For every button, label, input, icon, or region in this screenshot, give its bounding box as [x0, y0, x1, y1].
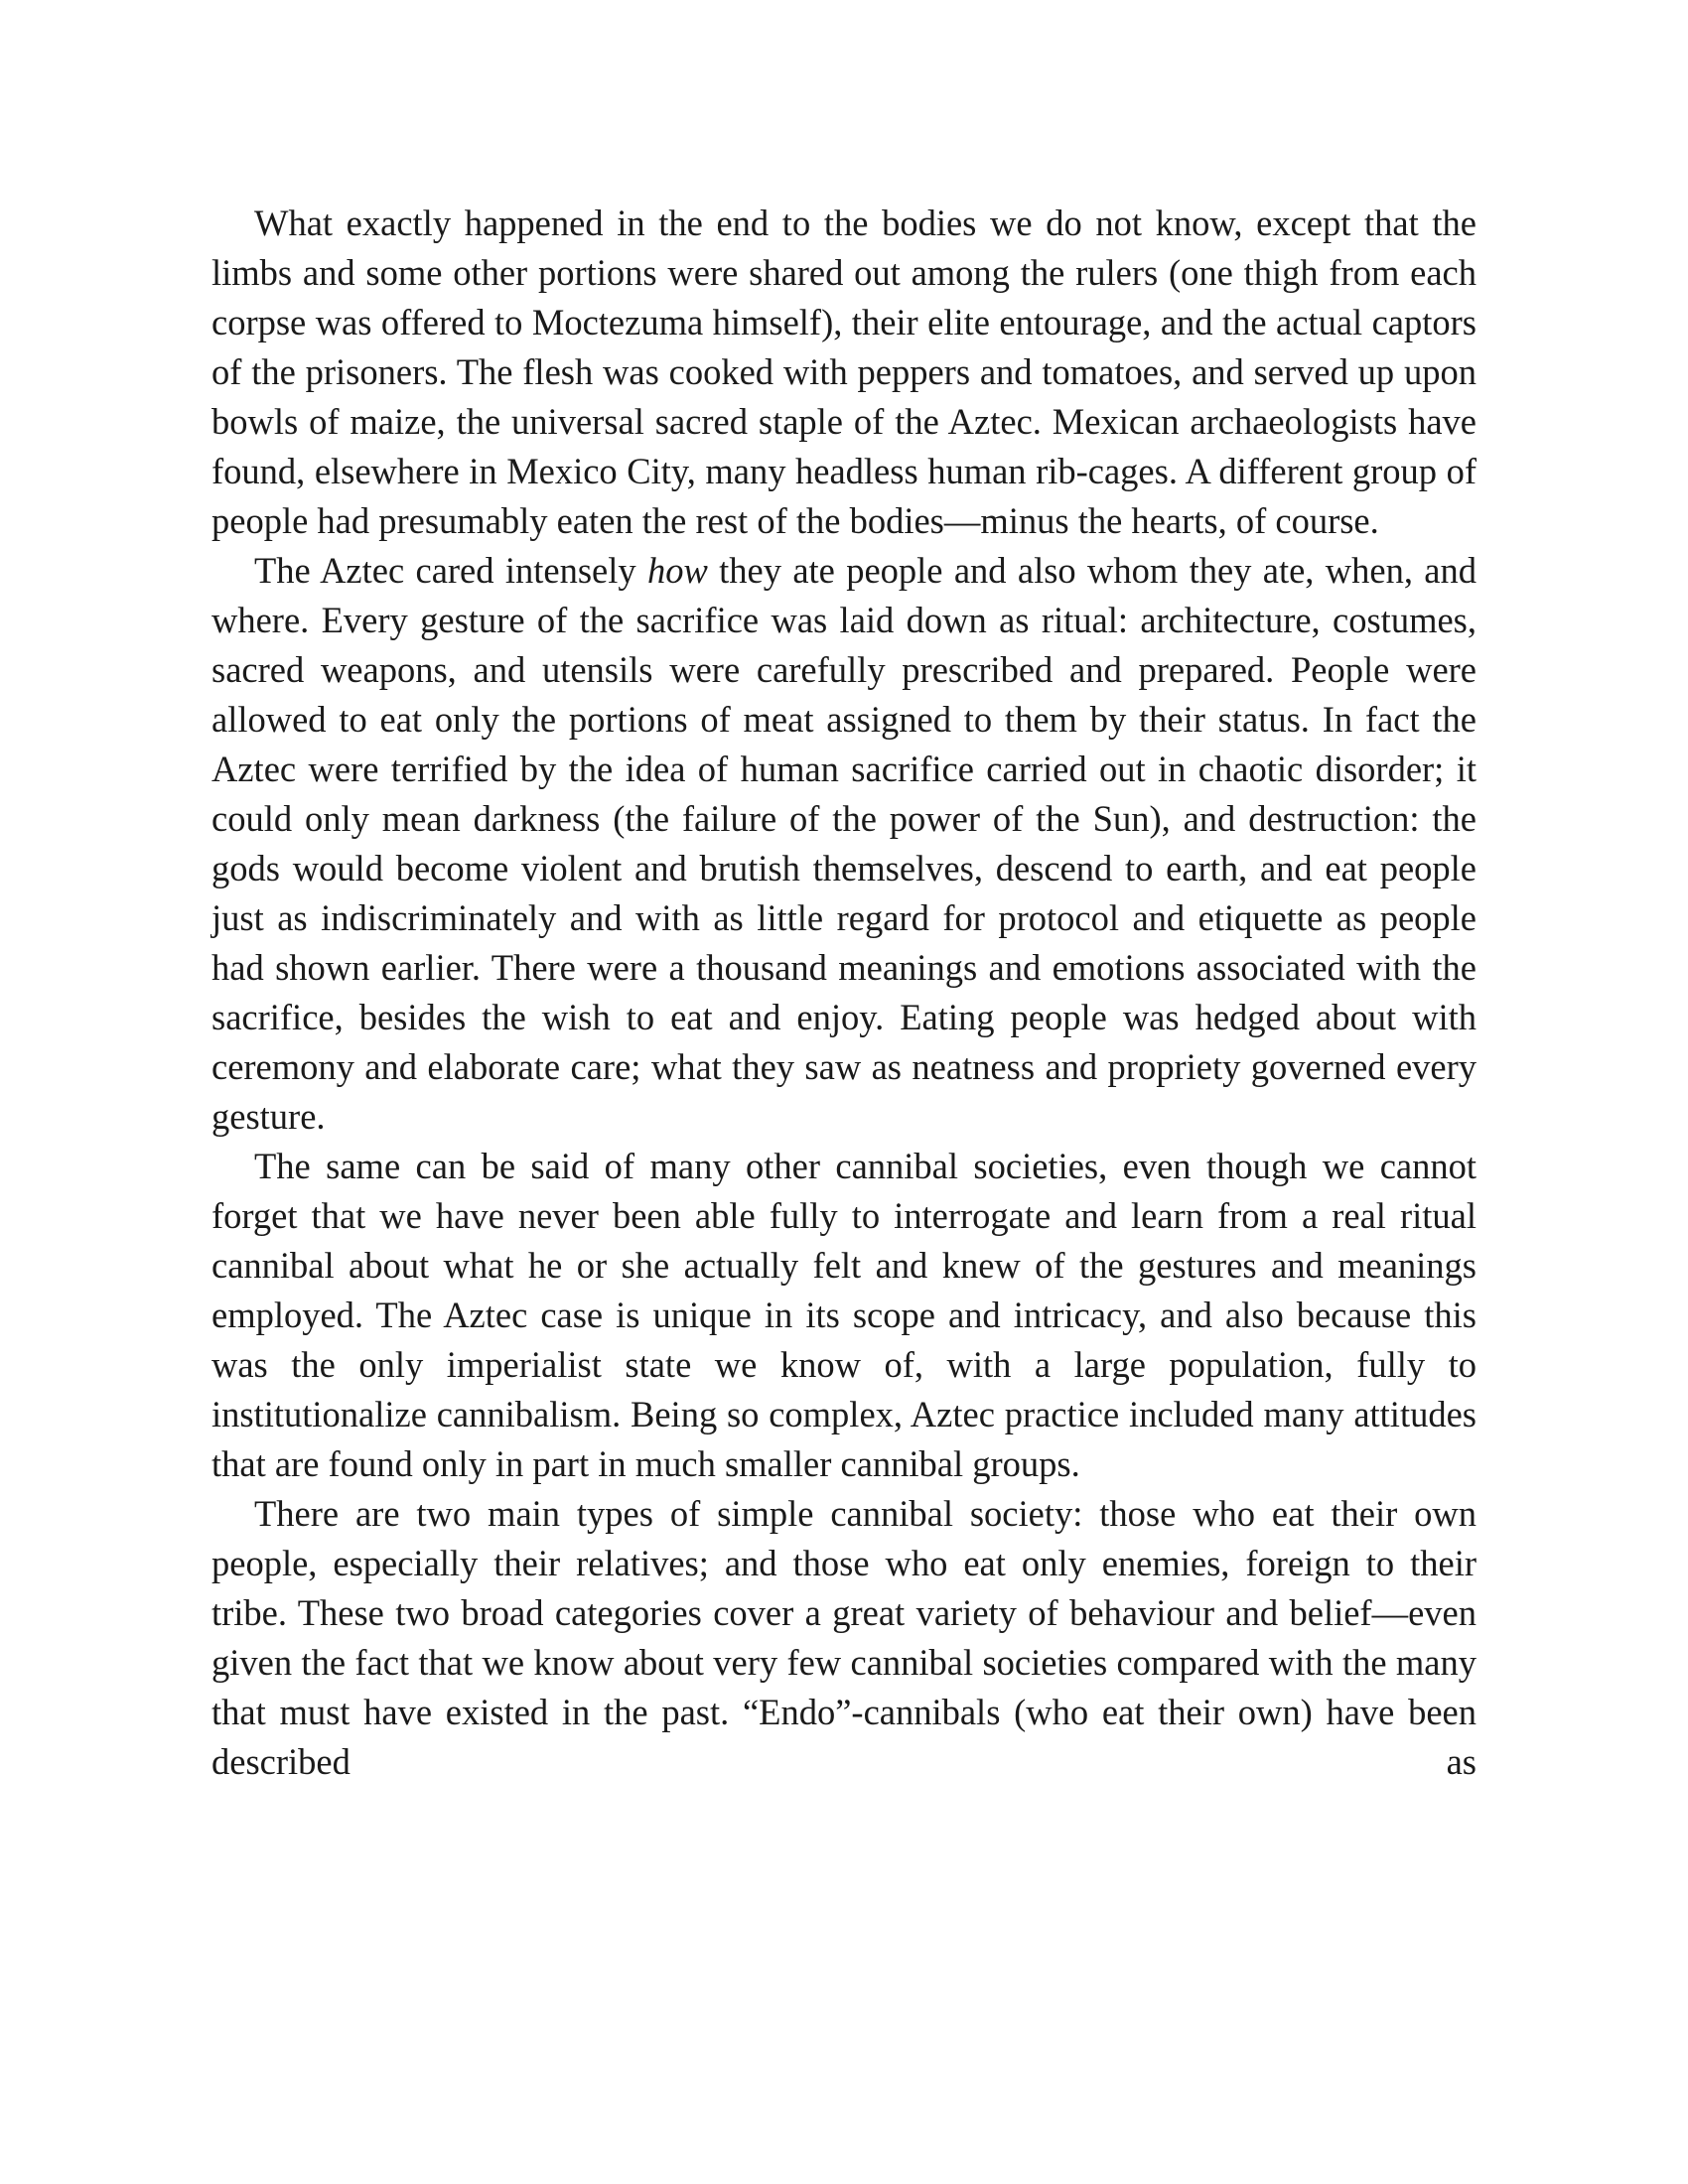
- paragraph-2-rest: they ate people and also whom they ate, when, and where. Every gesture of the sacrifice was laid down as ritual: architecture, costumes, sacred weapons, and utensils were carefully prescribed and prepared. People were allowed to eat only the portions of meat assigned to them by their status. In fact the Aztec were terrified by the idea of human sacrifice carried out in chaotic disorder; it could only mean darkness (the failure of the power of the Sun), and destruction: the gods would become violent and brutish themselves, descend to earth, and eat people just as indiscriminately and with as little regard for protocol and etiquette as people had shown earlier. There were a thousand meanings and emotions associated with the sacrifice, besides the wish to eat and enjoy. Eating people was hedged about with ceremony and elaborate care; what they saw as neatness and propriety governed every gesture.: [211, 550, 1477, 1137]
- paragraph-3: The same can be said of many other cannibal societies, even though we cannot forget that we have never been able fully to interrogate and learn from a real ritual cannibal about what he or she actually felt and knew of the gestures and meanings employed. The Aztec case is unique in its scope and intricacy, and also because this was the only imperialist state we know of, with a large population, fully to institutionalize cannibalism. Being so complex, Aztec practice included many attitudes that are found only in part in much smaller cannibal groups.: [211, 1146, 1477, 1484]
- paragraph-2: [211, 546, 1477, 1142]
- paragraph-2-start: The Aztec cared intensely: [254, 550, 647, 591]
- paragraph-1: What exactly happened in the end to the bodies we do not know, except that the limbs and some other portions were shared out among the rulers (one thigh from each corpse was offered to Moctezuma himself), their elite entourage, and the actual captors of the prisoners. The flesh was cooked with peppers and tomatoes, and served up upon bowls of maize, the universal sacred staple of the Aztec. Mexican archaeologists have found, elsewhere in Mexico City, many headless human rib-cages. A different group of people had presumably eaten the rest of the bodies—minus the hearts, of course.: [211, 203, 1477, 541]
- paragraph-4: There are two main types of simple cannibal society: those who eat their own people, especially their relatives; and those who eat only enemies, foreign to their tribe. These two broad categories cover a great variety of behaviour and belief—even given the fact that we know about very few cannibal societies compared with the many that must have existed in the past. “Endo”-cannibals (who eat their own) have been described as: [211, 1493, 1477, 1782]
- italic-word: how: [646, 550, 708, 591]
- body-text: [211, 199, 1477, 1787]
